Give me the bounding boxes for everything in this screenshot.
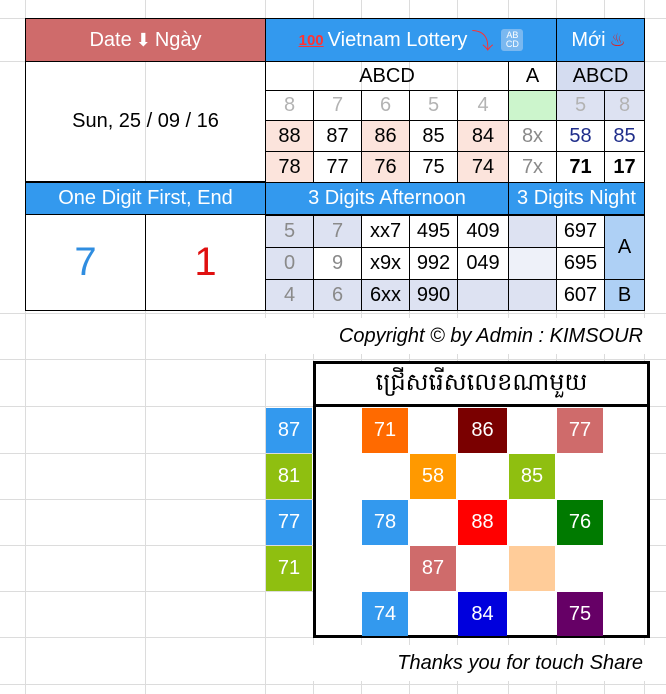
grid-empty-peach[interactable] (509, 546, 555, 591)
afternoon-cell: 9 (313, 247, 361, 279)
night-header: 3 Digits Night (508, 182, 645, 215)
abcd-cell: 75 (409, 151, 457, 182)
date-header (25, 18, 266, 62)
afternoon-cell: 409 (457, 215, 508, 247)
abcd-cell: 84 (457, 120, 508, 151)
abcd-header: ABCD (265, 61, 508, 90)
grid-number[interactable]: 88 (458, 500, 507, 545)
grid-number[interactable]: 85 (509, 454, 555, 499)
new-cell: 17 (604, 151, 645, 182)
abcd-cell: 88 (265, 120, 313, 151)
abcd-new-header: ABCD (556, 61, 645, 90)
a-blank-cell (508, 279, 556, 311)
abcd-cell: 8 (265, 90, 313, 120)
abcd-cell: 85 (409, 120, 457, 151)
first-digit: 7 (25, 214, 146, 311)
one-digit-header: One Digit First, End (25, 182, 266, 215)
a-cell-green (508, 90, 556, 120)
lottery-title-header (265, 18, 557, 62)
curved-arrow-icon: ⤵ (471, 28, 494, 54)
side-number[interactable]: 71 (266, 546, 312, 591)
abcd-cell: 5 (409, 90, 457, 120)
draw-date: Sun, 25 / 09 / 16 (25, 61, 266, 182)
afternoon-cell: x9x (361, 247, 409, 279)
afternoon-cell: 990 (409, 279, 457, 311)
afternoon-cell: 0 (265, 247, 313, 279)
hot-springs-icon: ♨ (609, 29, 626, 50)
a-blank-cell (508, 215, 556, 247)
new-cell: 85 (604, 120, 645, 151)
arrow-down-icon: ⬇ (135, 29, 151, 50)
abcd-cell: 4 (457, 90, 508, 120)
abcd-cell: 6 (361, 90, 409, 120)
abcd-cell: 7 (313, 90, 361, 120)
afternoon-header: 3 Digits Afternoon (265, 182, 509, 215)
night-label-a: A (604, 215, 645, 279)
moi-label: Mới (571, 28, 606, 51)
hundred-points-icon: 100 (298, 31, 324, 49)
a-cell: 8x (508, 120, 556, 151)
afternoon-cell: xx7 (361, 215, 409, 247)
a-blank-cell (508, 247, 556, 279)
new-cell: 58 (556, 120, 604, 151)
afternoon-cell: 6 (313, 279, 361, 311)
afternoon-cell: 6xx (361, 279, 409, 311)
afternoon-cell: 495 (409, 215, 457, 247)
thanks-text: Thanks you for touch Share (313, 645, 645, 681)
grid-number[interactable]: 76 (557, 500, 603, 545)
grid-number[interactable]: 87 (410, 546, 456, 591)
afternoon-cell: 5 (265, 215, 313, 247)
end-digit: 1 (145, 214, 266, 311)
a-header: A (508, 61, 556, 90)
afternoon-cell: 7 (313, 215, 361, 247)
grid-number[interactable]: 77 (557, 408, 603, 453)
side-number[interactable]: 81 (266, 454, 312, 499)
a-cell: 7x (508, 151, 556, 182)
abcd-cell: 78 (265, 151, 313, 182)
abcd-cell: 74 (457, 151, 508, 182)
grid-number[interactable]: 75 (557, 592, 603, 636)
side-number[interactable]: 87 (266, 408, 312, 453)
night-label-b: B (604, 279, 645, 311)
grid-number[interactable]: 78 (362, 500, 408, 545)
grid-number[interactable]: 74 (362, 592, 408, 636)
abcd-cell: 87 (313, 120, 361, 151)
night-cell: 607 (556, 279, 604, 311)
new-header (556, 18, 645, 62)
grid-number[interactable]: 84 (458, 592, 507, 636)
night-cell: 697 (556, 215, 604, 247)
new-cell: 5 (556, 90, 604, 120)
abcd-keycap-icon: AB CD (501, 29, 523, 51)
date-label: Date (89, 28, 132, 51)
new-cell: 71 (556, 151, 604, 182)
copyright-text: Copyright © by Admin : KIMSOUR (265, 318, 645, 354)
abcd-cell: 76 (361, 151, 409, 182)
new-cell: 8 (604, 90, 645, 120)
afternoon-cell: 049 (457, 247, 508, 279)
date-label-vi: Ngày (154, 28, 202, 51)
side-number[interactable]: 77 (266, 500, 312, 545)
grid-number[interactable]: 71 (362, 408, 408, 453)
grid-number[interactable]: 86 (458, 408, 507, 453)
afternoon-cell: 992 (409, 247, 457, 279)
lottery-title: Vietnam Lottery (327, 28, 468, 51)
afternoon-cell: 4 (265, 279, 313, 311)
afternoon-cell (457, 279, 508, 311)
board-title: ជ្រើសរើសលេខណាមួយ (316, 364, 647, 407)
night-cell: 695 (556, 247, 604, 279)
abcd-cell: 77 (313, 151, 361, 182)
abcd-cell: 86 (361, 120, 409, 151)
grid-number[interactable]: 58 (410, 454, 456, 499)
